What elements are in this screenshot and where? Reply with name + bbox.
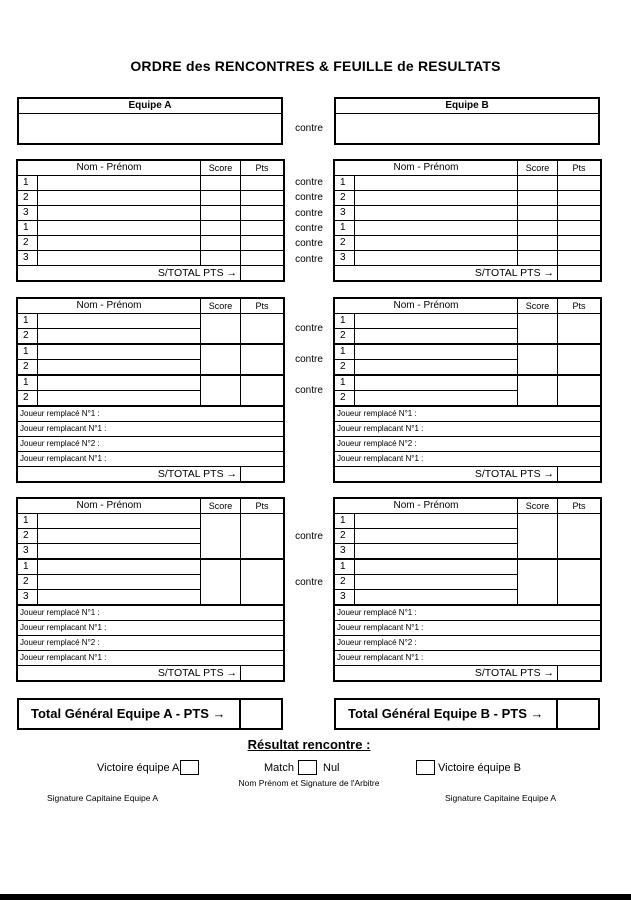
subtotal-cell[interactable] (558, 467, 601, 482)
replacement-note[interactable]: Joueur remplacé N°2 : (335, 437, 601, 452)
replacement-note[interactable]: Joueur remplacé N°1 : (18, 605, 284, 621)
replacement-note[interactable]: Joueur remplacant N°1 : (335, 651, 601, 666)
victory-a-label: Victoire équipe A (97, 762, 180, 774)
triples-table-a (17, 498, 284, 681)
score-header: Score (201, 299, 241, 314)
score-header: Score (518, 299, 558, 314)
score-cell[interactable] (201, 221, 241, 236)
player-number: 2 (18, 191, 38, 206)
player-number: 2 (18, 391, 38, 407)
singles-table-b (334, 160, 601, 281)
score-header: Score (201, 499, 241, 514)
captain-a-signature-label: Signature Capitaine Equipe A (47, 793, 159, 803)
name-cell[interactable] (355, 236, 518, 251)
name-cell[interactable] (38, 375, 201, 391)
pts-cell[interactable] (241, 176, 284, 191)
victory-b-checkbox[interactable] (416, 760, 435, 775)
player-number: 1 (18, 514, 38, 529)
contre-label: contre (295, 123, 323, 134)
page-title: ORDRE des RENCONTRES & FEUILLE de RESULTATS (130, 58, 501, 74)
player-number: 3 (18, 206, 38, 221)
pts-header: Pts (558, 299, 601, 314)
name-header: Nom - Prénom (335, 499, 518, 514)
subtotal-label: S/TOTAL PTS → (18, 666, 241, 681)
contre-label: contre (295, 323, 323, 334)
player-number: 3 (18, 590, 38, 606)
replacement-note[interactable]: Joueur remplacant N°1 : (18, 621, 284, 636)
score-header: Score (201, 161, 241, 176)
subtotal-label: S/TOTAL PTS → (335, 467, 558, 482)
pts-cell[interactable] (558, 514, 601, 560)
score-cell[interactable] (518, 221, 558, 236)
score-cell[interactable] (201, 559, 241, 605)
bottom-edge-bar (0, 894, 631, 900)
contre-label: contre (295, 177, 323, 188)
player-number: 1 (18, 559, 38, 575)
name-cell[interactable] (355, 375, 518, 391)
name-cell[interactable] (355, 206, 518, 221)
contre-label: contre (295, 354, 323, 365)
victory-b-label: Victoire équipe B (438, 762, 521, 774)
pts-cell[interactable] (558, 206, 601, 221)
pts-cell[interactable] (558, 375, 601, 406)
player-number: 1 (335, 375, 355, 391)
contre-label: contre (295, 577, 323, 588)
name-cell[interactable] (38, 206, 201, 221)
player-number: 2 (18, 329, 38, 345)
name-cell[interactable] (355, 559, 518, 575)
player-number: 2 (18, 529, 38, 544)
total-team-a-cell[interactable] (239, 700, 281, 728)
pts-cell[interactable] (558, 221, 601, 236)
player-number: 2 (335, 191, 355, 206)
name-cell[interactable] (355, 391, 518, 407)
name-cell[interactable] (355, 360, 518, 376)
match-nul-checkbox[interactable] (298, 760, 317, 775)
score-cell[interactable] (518, 314, 558, 345)
player-number: 3 (335, 206, 355, 221)
nul-label: Nul (323, 762, 340, 774)
pts-cell[interactable] (241, 514, 284, 560)
name-cell[interactable] (355, 529, 518, 544)
subtotal-cell[interactable] (241, 467, 284, 482)
name-cell[interactable] (38, 544, 201, 560)
pts-cell[interactable] (558, 559, 601, 605)
score-header: Score (518, 499, 558, 514)
total-team-b-box (334, 698, 600, 730)
score-cell[interactable] (201, 344, 241, 375)
name-cell[interactable] (355, 514, 518, 529)
replacement-note[interactable]: Joueur remplacé N°1 : (335, 605, 601, 621)
singles-table-a (17, 160, 284, 281)
triples-table-b (334, 498, 601, 681)
score-header: Score (518, 161, 558, 176)
score-cell[interactable] (201, 236, 241, 251)
contre-label: contre (295, 531, 323, 542)
name-cell[interactable] (38, 221, 201, 236)
subtotal-label: S/TOTAL PTS → (18, 467, 241, 482)
score-cell[interactable] (518, 236, 558, 251)
team-b-label: Equipe B (336, 99, 598, 114)
name-cell[interactable] (355, 544, 518, 560)
pts-header: Pts (558, 499, 601, 514)
name-cell[interactable] (38, 559, 201, 575)
replacement-note[interactable]: Joueur remplacé N°2 : (18, 636, 284, 651)
score-cell[interactable] (201, 176, 241, 191)
pts-cell[interactable] (241, 559, 284, 605)
name-cell[interactable] (355, 191, 518, 206)
name-cell[interactable] (38, 329, 201, 345)
replacement-note[interactable]: Joueur remplacé N°1 : (18, 406, 284, 422)
replacement-note[interactable]: Joueur remplacé N°2 : (335, 636, 601, 651)
contre-label: contre (295, 192, 323, 203)
contre-label: contre (295, 208, 323, 219)
player-number: 3 (18, 544, 38, 560)
pts-cell[interactable] (241, 191, 284, 206)
name-header: Nom - Prénom (18, 161, 201, 176)
team-a-box[interactable] (17, 97, 283, 145)
name-cell[interactable] (355, 590, 518, 606)
score-cell[interactable] (518, 559, 558, 605)
name-cell[interactable] (38, 391, 201, 407)
subtotal-label: S/TOTAL PTS → (18, 266, 241, 281)
replacement-note[interactable]: Joueur remplacant N°1 : (18, 452, 284, 467)
player-number: 3 (335, 251, 355, 266)
doubles-table-b (334, 298, 601, 482)
pts-cell[interactable] (558, 176, 601, 191)
team-b-box[interactable] (334, 97, 600, 145)
player-number: 2 (335, 236, 355, 251)
doubles-table-a (17, 298, 284, 482)
replacement-note[interactable]: Joueur remplacant N°1 : (335, 422, 601, 437)
player-number: 3 (18, 251, 38, 266)
pts-cell[interactable] (558, 191, 601, 206)
name-cell[interactable] (38, 314, 201, 329)
subtotal-label: S/TOTAL PTS → (335, 666, 558, 681)
pts-cell[interactable] (241, 221, 284, 236)
name-cell[interactable] (38, 251, 201, 266)
pts-cell[interactable] (241, 314, 284, 345)
pts-cell[interactable] (241, 251, 284, 266)
player-number: 2 (335, 529, 355, 544)
total-team-b-label: Total Général Equipe B - PTS → (348, 706, 544, 721)
player-number: 1 (18, 375, 38, 391)
score-cell[interactable] (201, 251, 241, 266)
player-number: 3 (335, 544, 355, 560)
name-header: Nom - Prénom (18, 499, 201, 514)
player-number: 1 (335, 221, 355, 236)
replacement-note[interactable]: Joueur remplacant N°1 : (335, 452, 601, 467)
pts-header: Pts (558, 161, 601, 176)
total-team-a-box (17, 698, 283, 730)
score-cell[interactable] (518, 251, 558, 266)
pts-cell[interactable] (241, 206, 284, 221)
score-cell[interactable] (201, 206, 241, 221)
contre-label: contre (295, 385, 323, 396)
player-number: 1 (335, 344, 355, 360)
player-number: 1 (18, 176, 38, 191)
score-cell[interactable] (518, 375, 558, 406)
name-cell[interactable] (355, 344, 518, 360)
pts-cell[interactable] (241, 236, 284, 251)
score-cell[interactable] (518, 514, 558, 560)
player-number: 2 (18, 360, 38, 376)
name-cell[interactable] (355, 314, 518, 329)
player-number: 2 (18, 575, 38, 590)
name-cell[interactable] (355, 251, 518, 266)
score-cell[interactable] (201, 191, 241, 206)
victory-a-checkbox[interactable] (180, 760, 199, 775)
name-cell[interactable] (38, 360, 201, 376)
player-number: 1 (335, 314, 355, 329)
name-header: Nom - Prénom (335, 161, 518, 176)
team-a-label: Equipe A (19, 99, 281, 114)
name-cell[interactable] (38, 514, 201, 529)
player-number: 2 (335, 360, 355, 376)
name-cell[interactable] (38, 191, 201, 206)
score-cell[interactable] (518, 176, 558, 191)
score-cell[interactable] (201, 514, 241, 560)
referee-signature-label: Nom Prénom et Signature de l'Arbitre (238, 778, 380, 788)
score-cell[interactable] (201, 375, 241, 406)
player-number: 2 (335, 329, 355, 345)
pts-header: Pts (241, 161, 284, 176)
name-cell[interactable] (355, 176, 518, 191)
replacement-note[interactable]: Joueur remplacant N°1 : (335, 621, 601, 636)
player-number: 2 (335, 575, 355, 590)
total-team-a-label: Total Général Equipe A - PTS → (31, 706, 226, 721)
player-number: 1 (18, 314, 38, 329)
pts-cell[interactable] (241, 344, 284, 375)
player-number: 1 (335, 514, 355, 529)
name-cell[interactable] (38, 575, 201, 590)
pts-header: Pts (241, 299, 284, 314)
pts-cell[interactable] (558, 251, 601, 266)
player-number: 2 (18, 236, 38, 251)
name-cell[interactable] (38, 236, 201, 251)
name-cell[interactable] (355, 575, 518, 590)
replacement-note[interactable]: Joueur remplacé N°1 : (335, 406, 601, 422)
replacement-note[interactable]: Joueur remplacé N°2 : (18, 437, 284, 452)
player-number: 1 (335, 176, 355, 191)
contre-label: contre (295, 238, 323, 249)
player-number: 2 (335, 391, 355, 407)
subtotal-cell[interactable] (558, 666, 601, 681)
pts-cell[interactable] (241, 375, 284, 406)
player-number: 1 (18, 221, 38, 236)
contre-label: contre (295, 223, 323, 234)
replacement-note[interactable]: Joueur remplacant N°1 : (18, 651, 284, 666)
name-header: Nom - Prénom (18, 299, 201, 314)
player-number: 1 (18, 344, 38, 360)
pts-cell[interactable] (558, 314, 601, 345)
pts-cell[interactable] (558, 344, 601, 375)
pts-header: Pts (241, 499, 284, 514)
name-cell[interactable] (355, 221, 518, 236)
replacement-note[interactable]: Joueur remplacant N°1 : (18, 422, 284, 437)
subtotal-cell[interactable] (558, 266, 601, 281)
subtotal-cell[interactable] (241, 666, 284, 681)
captain-b-signature-label: Signature Capitaine Equipe A (445, 793, 557, 803)
score-cell[interactable] (518, 206, 558, 221)
player-number: 3 (335, 590, 355, 606)
name-cell[interactable] (355, 329, 518, 345)
score-cell[interactable] (518, 191, 558, 206)
subtotal-label: S/TOTAL PTS → (335, 266, 558, 281)
score-cell[interactable] (518, 344, 558, 375)
name-cell[interactable] (38, 590, 201, 606)
contre-label: contre (295, 254, 323, 265)
subtotal-cell[interactable] (241, 266, 284, 281)
result-title: Résultat rencontre : (247, 737, 371, 752)
name-header: Nom - Prénom (335, 299, 518, 314)
score-cell[interactable] (201, 314, 241, 345)
player-number: 1 (335, 559, 355, 575)
name-cell[interactable] (38, 176, 201, 191)
match-label: Match (264, 762, 294, 774)
pts-cell[interactable] (558, 236, 601, 251)
name-cell[interactable] (38, 529, 201, 544)
name-cell[interactable] (38, 344, 201, 360)
total-team-b-cell[interactable] (556, 700, 598, 728)
